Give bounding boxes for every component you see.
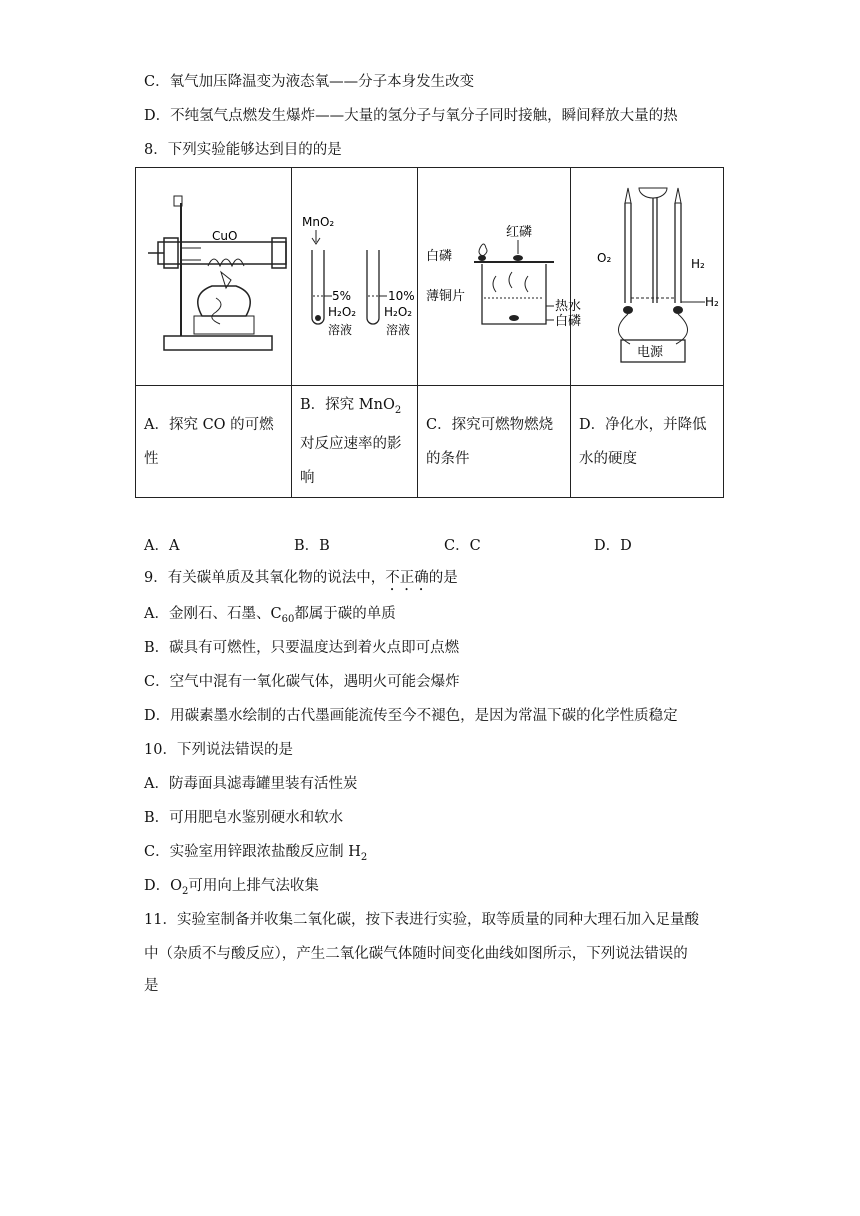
caption-b-text: B．探究 MnO bbox=[300, 396, 395, 413]
figure-d-label-o2: O₂ bbox=[597, 251, 612, 265]
caption-b bbox=[292, 386, 418, 498]
caption-c bbox=[418, 386, 571, 498]
option-10d-text: D．O bbox=[144, 878, 183, 894]
q9-stem-emphasis: 不正确 bbox=[385, 570, 429, 586]
question-11-line-3: 是 bbox=[144, 978, 159, 994]
combustion-conditions-figure bbox=[418, 168, 582, 381]
question-8-stem: 8．下列实验能够达到目的的是 bbox=[144, 142, 342, 158]
option-10d-text-2: 可用向上排气法收集 bbox=[188, 878, 319, 894]
figure-c-label-red-phosphorus: 红磷 bbox=[506, 225, 533, 240]
figure-d-label-power: 电源 bbox=[637, 345, 664, 360]
caption-a-text: A．探究 CO 的可燃性 bbox=[144, 416, 274, 467]
figure-b-label-h2o2-right: H₂O₂ bbox=[384, 305, 413, 319]
option-10d[interactable] bbox=[144, 876, 319, 902]
option-9a-text-2: 都属于碳的单质 bbox=[294, 606, 396, 622]
figure-a-label-cuo: CuO bbox=[212, 229, 238, 243]
option-7d: D．不纯氢气点燃发生爆炸——大量的氢分子与氧分子同时接触，瞬间释放大量的热 bbox=[144, 108, 678, 124]
figure-b-label-h2o2-left: H₂O₂ bbox=[328, 305, 357, 319]
figure-b-label-solution-right: 溶液 bbox=[386, 323, 411, 337]
figure-d-cell bbox=[571, 168, 724, 386]
option-8d[interactable]: D．D bbox=[594, 538, 632, 554]
option-10a[interactable]: A．防毒面具滤毒罐里装有活性炭 bbox=[144, 776, 358, 792]
electrolysis-apparatus-figure bbox=[571, 168, 723, 381]
option-9a[interactable] bbox=[144, 604, 396, 630]
option-9d[interactable]: D．用碳素墨水绘制的古代墨画能流传至今不褪色，是因为常温下碳的化学性质稳定 bbox=[144, 708, 678, 724]
figure-a-cell bbox=[136, 168, 292, 386]
question-10-stem: 10．下列说法错误的是 bbox=[144, 742, 293, 758]
figure-d-label-h2-top: H₂ bbox=[691, 257, 705, 271]
q9-stem-pre: 9．有关碳单质及其氧化物的说法中， bbox=[144, 570, 386, 586]
figure-c-label-white-phosphorus-2: 白磷 bbox=[555, 314, 582, 329]
option-8c[interactable]: C．C bbox=[444, 538, 481, 554]
option-10c[interactable] bbox=[144, 842, 367, 868]
option-9b[interactable]: B．碳具有可燃性，只要温度达到着火点即可点燃 bbox=[144, 640, 460, 656]
option-8b[interactable]: B．B bbox=[294, 538, 330, 554]
figure-d-label-h2-side: H₂ bbox=[705, 295, 719, 309]
question-9-stem bbox=[144, 568, 458, 594]
question-11-line-2: 中（杂质不与酸反应），产生二氧化碳气体随时间变化曲线如图所示，下列说法错误的 bbox=[144, 946, 688, 962]
option-9a-text: A．金刚石、石墨、C bbox=[144, 606, 282, 622]
option-9a-subscript: 60 bbox=[281, 613, 295, 625]
figure-b-label-5pct: 5% bbox=[332, 289, 352, 303]
co-combustion-apparatus-figure bbox=[136, 168, 291, 381]
mno2-rate-experiment-figure bbox=[292, 168, 417, 381]
figure-b-label-10pct: 10% bbox=[388, 289, 415, 303]
caption-d-text: D．净化水，并降低水的硬度 bbox=[579, 416, 707, 467]
caption-d bbox=[571, 386, 724, 498]
figure-b-label-solution-left: 溶液 bbox=[328, 323, 353, 337]
question-8-table bbox=[135, 167, 724, 498]
option-10c-text: C．实验室用锌跟浓盐酸反应制 H bbox=[144, 844, 361, 860]
figure-c-cell bbox=[418, 168, 582, 386]
question-11-line-1: 11．实验室制备并收集二氧化碳，按下表进行实验，取等质量的同种大理石加入足量酸 bbox=[144, 912, 699, 928]
figure-b-cell bbox=[292, 168, 418, 386]
figure-c-label-copper-sheet: 薄铜片 bbox=[426, 289, 466, 304]
option-9c[interactable]: C．空气中混有一氧化碳气体，遇明火可能会爆炸 bbox=[144, 674, 460, 690]
caption-a bbox=[136, 386, 292, 498]
caption-b-subscript: 2 bbox=[394, 404, 402, 416]
caption-c-text: C．探究可燃物燃烧的条件 bbox=[426, 416, 554, 467]
caption-b-text-2: 对反应速率的影响 bbox=[300, 436, 402, 487]
option-10b[interactable]: B．可用肥皂水鉴别硬水和软水 bbox=[144, 810, 344, 826]
option-7c: C．氧气加压降温变为液态氧——分子本身发生改变 bbox=[144, 74, 475, 90]
option-10d-subscript: 2 bbox=[182, 885, 189, 897]
option-8a[interactable]: A．A bbox=[144, 538, 180, 554]
figure-c-label-white-phosphorus: 白磷 bbox=[426, 249, 453, 264]
option-10c-subscript: 2 bbox=[360, 851, 368, 863]
figure-c-label-hot-water: 热水 bbox=[555, 299, 582, 314]
figure-b-label-mno2: MnO₂ bbox=[302, 215, 335, 229]
q9-stem-post: 的是 bbox=[428, 570, 458, 586]
